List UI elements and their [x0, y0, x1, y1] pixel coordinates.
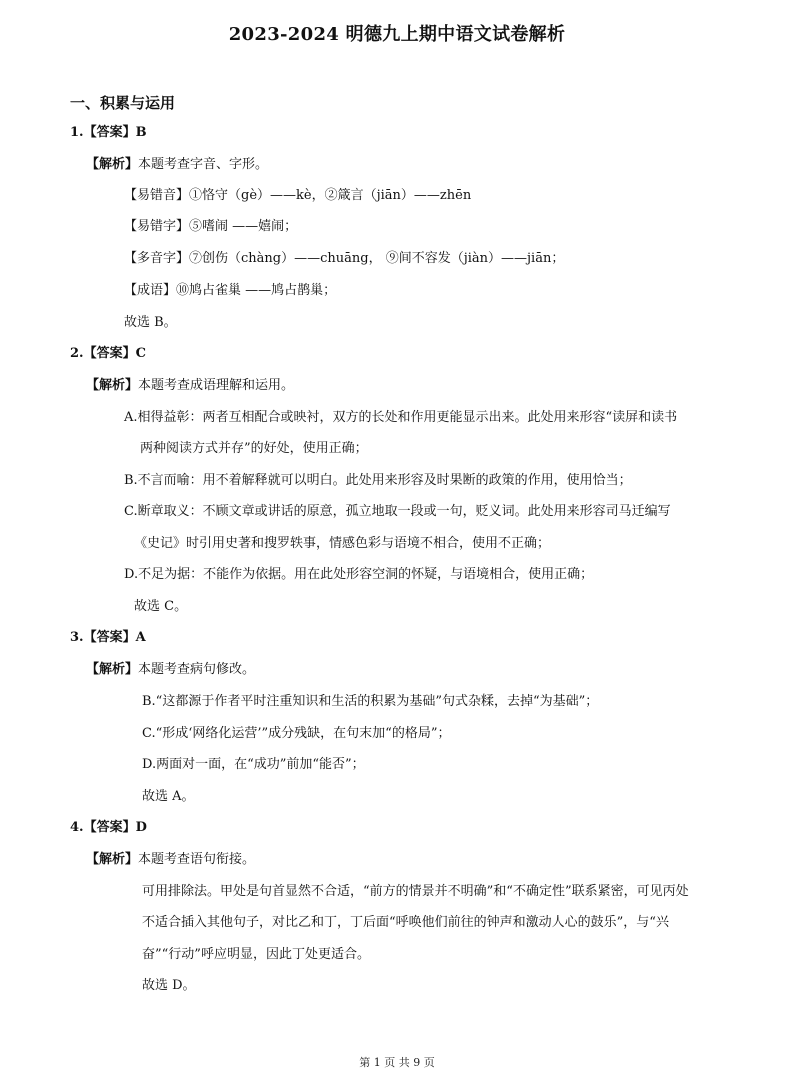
analysis-q1 [86, 157, 268, 173]
analysis-line: 【多音字】⑦创伤（chàng）——chuāng， ⑨间不容发（jiàn）——jiān； [124, 251, 565, 266]
answer-line-q1: 1.【答案】B [70, 125, 147, 140]
analysis-line: 奋”“行动”呼应明显，因此丁处更适合。 [142, 947, 370, 962]
analysis-line: 两种阅读方式并存”的好处，使用正确； [140, 441, 368, 456]
analysis-line: 可用排除法。甲处是句首显然不合适，“前方的情景并不明确”和“不确定性”联系紧密，可见丙处 [142, 884, 689, 899]
conclusion-line: 故选 A。 [142, 789, 195, 804]
analysis-label: 【解析】 [86, 157, 139, 172]
analysis-line: 【易错音】①恪守（gè）——kè，②箴言（jiān）——zhēn [124, 188, 472, 203]
answer-line-q2: 2.【答案】C [70, 346, 146, 361]
conclusion-line: 故选 D。 [142, 978, 196, 993]
analysis-line: 【成语】⑩鸠占雀巢 ——鸠占鹊巢； [124, 283, 337, 298]
answer-line-q4: 4.【答案】D [70, 820, 147, 835]
conclusion-line: 故选 C。 [134, 599, 188, 614]
analysis-intro: 本题考查语句衔接。 [138, 852, 256, 867]
analysis-intro: 本题考查字音、字形。 [138, 157, 269, 172]
analysis-line: C.“形成‘网络化运营’”成分残缺，在句末加“的格局”； [142, 726, 451, 741]
analysis-line: B.不言而喻：用不着解释就可以明白。此处用来形容及时果断的政策的作用，使用恰当； [124, 473, 632, 488]
analysis-line: C.断章取义：不顾文章或讲话的原意，孤立地取一段或一句，贬义词。此处用来形容司马迁编写 [124, 504, 671, 519]
analysis-intro: 本题考查病句修改。 [138, 662, 256, 677]
answer-line-q3: 3.【答案】A [70, 630, 146, 645]
analysis-line: D.不足为据：不能作为依据。用在此处形容空洞的怀疑，与语境相合，使用正确； [124, 567, 594, 582]
analysis-line: 《史记》时引用史著和搜罗轶事，情感色彩与语境不相合，使用不正确； [134, 536, 551, 551]
analysis-intro: 本题考查成语理解和运用。 [138, 378, 295, 393]
analysis-line: B.“这都源于作者平时注重知识和生活的积累为基础”句式杂糅，去掉“为基础”； [142, 694, 599, 709]
section-heading: 一、积累与运用 [70, 94, 176, 112]
analysis-q3 [86, 662, 255, 678]
analysis-label: 【解析】 [86, 662, 139, 677]
analysis-line: 【易错字】⑤嗜闹 ——嬉闹； [124, 219, 298, 234]
analysis-label: 【解析】 [86, 852, 139, 867]
analysis-line: A.相得益彰：两者互相配合或映衬，双方的长处和作用更能显示出来。此处用来形容“读屏和读书 [124, 410, 678, 425]
analysis-q2 [86, 378, 294, 394]
conclusion-line: 故选 B。 [124, 315, 177, 330]
document-title: 2023-2024 明德九上期中语文试卷解析 [228, 24, 566, 45]
page-footer: 第 1 页 共 9 页 [359, 1056, 435, 1069]
analysis-line: D.两面对一面，在“成功”前加“能否”； [142, 757, 365, 772]
analysis-line: 不适合插入其他句子，对比乙和丁，丁后面“呼唤他们前往的钟声和激动人心的鼓乐”，与“兴 [142, 915, 669, 930]
analysis-label: 【解析】 [86, 378, 139, 393]
analysis-q4 [86, 852, 255, 868]
